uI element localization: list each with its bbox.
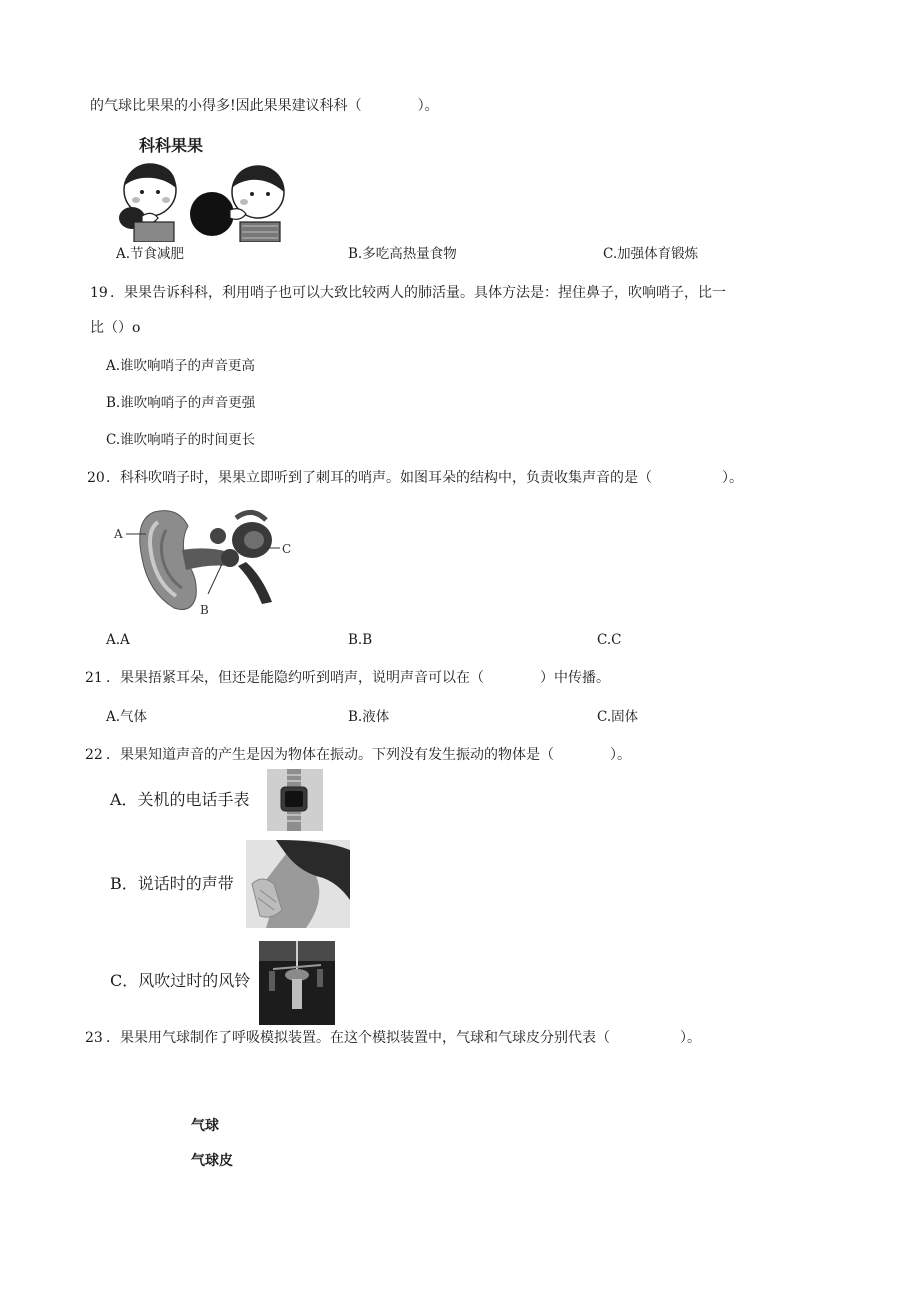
q18-option-a[interactable]: A.节食减肥 <box>116 246 185 262</box>
q23-number: 23 <box>85 1030 103 1046</box>
ear-label-a: A <box>114 527 123 541</box>
q22-watch-photo <box>267 769 323 831</box>
q22-wind-chime-photo <box>259 941 335 1025</box>
q19-stem-line2: 比（）o <box>90 320 141 336</box>
ear-label-b: B <box>200 603 209 617</box>
q19-option-a[interactable]: A.谁吹响哨子的声音更高 <box>106 358 256 374</box>
q22-number: 22 <box>85 747 103 763</box>
q22-stem: ．果果知道声音的产生是因为物体在振动。下列没有发生振动的物体是（ ）。 <box>106 747 631 763</box>
q22-option-a[interactable]: A．关机的电话手表 <box>110 790 250 809</box>
q18-figure-title: 科科果果 <box>139 136 204 155</box>
q21-option-b[interactable]: B.液体 <box>348 709 390 725</box>
q20-number: 20 <box>87 470 105 486</box>
q20-option-b[interactable]: B.B <box>348 632 373 648</box>
q19-number: 19 <box>90 285 108 301</box>
q19-option-b[interactable]: B.谁吹响哨子的声音更强 <box>106 395 256 411</box>
q18-kids-balloon-illustration <box>112 160 292 242</box>
q21-option-c[interactable]: C.固体 <box>597 709 639 725</box>
ear-label-c: C <box>282 542 292 556</box>
q22-vocal-cord-photo <box>246 840 350 928</box>
ear-structure-diagram <box>112 500 302 622</box>
q18-option-c[interactable]: C.加强体育锻炼 <box>603 246 699 262</box>
q20-stem: ．科科吹哨子时，果果立即听到了刺耳的哨声。如图耳朵的结构中，负责收集声音的是（ ）。 <box>106 470 743 486</box>
q23-stem: ．果果用气球制作了呼吸模拟装置。在这个模拟装置中，气球和气球皮分别代表（ ）。 <box>106 1030 701 1046</box>
q18-option-b[interactable]: B.多吃高热量食物 <box>348 246 457 262</box>
q21-option-a[interactable]: A.气体 <box>106 709 148 725</box>
q20-option-c[interactable]: C.C <box>597 632 622 648</box>
q21-stem: ．果果捂紧耳朵，但还是能隐约听到哨声，说明声音可以在（ ）中传播。 <box>106 670 610 686</box>
q23-label-balloon-skin: 气球皮 <box>191 1153 233 1169</box>
q22-option-b[interactable]: B．说话时的声带 <box>110 874 234 893</box>
q18-stem-tail: 的气球比果果的小得多!因此果果建议科科（ ）。 <box>90 98 439 114</box>
q19-option-c[interactable]: C.谁吹响哨子的时间更长 <box>106 432 256 448</box>
q22-option-c[interactable]: C．风吹过时的风铃 <box>110 971 251 990</box>
q21-number: 21 <box>85 670 103 686</box>
q19-stem-line1: ．果果告诉科科，利用哨子也可以大致比较两人的肺活量。具体方法是：捏住鼻子，吹响哨子，比一 <box>110 285 726 301</box>
q20-option-a[interactable]: A.A <box>106 632 130 648</box>
q23-label-balloon: 气球 <box>191 1118 219 1134</box>
